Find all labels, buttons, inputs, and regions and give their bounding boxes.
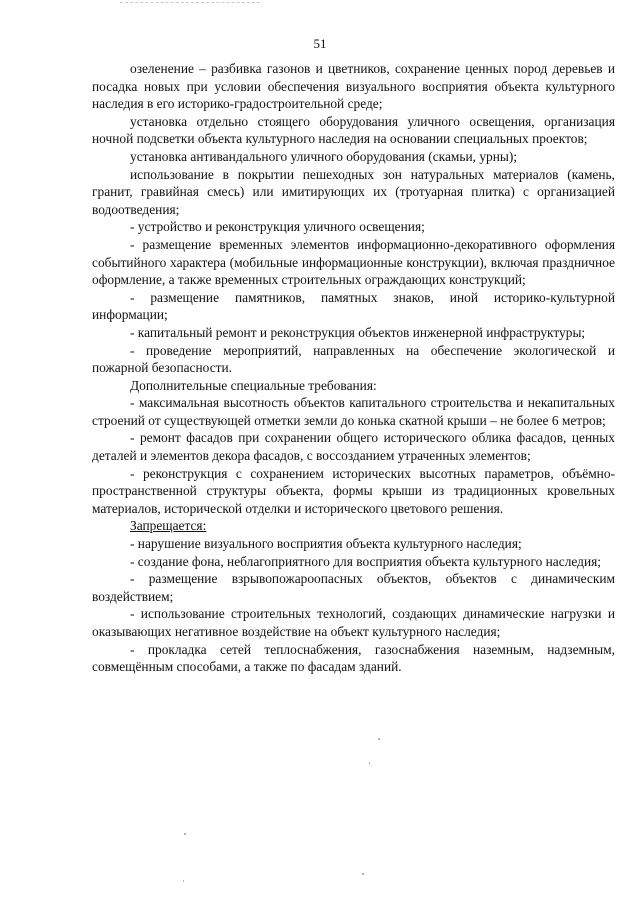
paragraph-prohibit-visual: - нарушение визуального восприятия объекта культурного наследия; <box>130 536 522 552</box>
paragraph-max-height: - максимальная высотность объектов капитального строительства и некапитальных строений от существующей отметки земли до конька скатной крыши – не более 6 метров; <box>92 395 615 428</box>
paragraph-street-lighting: - устройство и реконструкция уличного освещения; <box>130 219 425 235</box>
scan-speck <box>378 738 380 740</box>
heading-additional-requirements: Дополнительные специальные требования: <box>130 377 377 393</box>
document-body <box>92 60 615 676</box>
scan-speck <box>362 873 364 875</box>
scan-speck <box>183 880 184 882</box>
paragraph-greening: озеленение – разбивка газонов и цветников, сохранение ценных пород деревьев и посадка новых при условии обеспечения визуального восприятия объекта культурного наследия в его историко-градостроительной среде; <box>92 61 615 112</box>
paragraph-facade-repair: - ремонт фасадов при сохранении общего исторического облика фасадов, ценных деталей и элементов декора фасадов, с воссозданием утраченных элементов; <box>92 430 615 464</box>
scan-speck <box>369 762 370 764</box>
paragraph-infrastructure-repair: - капитальный ремонт и реконструкция объектов инженерной инфраструктуры; <box>130 324 586 340</box>
page-number: 51 <box>313 36 327 51</box>
paragraph-prohibit-background: - создание фона, неблагоприятного для восприятия объекта культурного наследия; <box>130 553 602 569</box>
paragraph-reconstruction: - реконструкция с сохранением исторических высотных параметров, объёмно-пространственной структуры объекта, формы крыши из традиционных кровельных материалов, исторической отделки и исторического цветового решения. <box>92 465 615 516</box>
paragraph-pedestrian-paving: использование в покрытии пешеходных зон натуральных материалов (камень, гранит, гравийная смесь) или имитирующих их (тротуарная плитка) с организацией водоотведения; <box>92 166 615 217</box>
paragraph-prohibit-construction-tech: - использование строительных технологий, создающих динамические нагрузки и оказывающих негативное воздействие на объект культурного наследия; <box>92 606 615 639</box>
heading-prohibited-wrapper <box>92 517 615 535</box>
paragraph-safety-measures: - проведение мероприятий, направленных на обеспечение экологической и пожарной безопасности. <box>92 342 615 376</box>
heading-prohibited: Запрещается: <box>130 518 207 534</box>
paragraph-monuments: - размещение памятников, памятных знаков, иной историко-культурной информации; <box>92 289 615 323</box>
paragraph-temporary-elements: - размещение временных элементов информационно-декоративного оформления событийного характера (мобильные информационные конструкции), включая праздничное оформление, а также временных строительных ограждающих конструкций; <box>92 236 615 288</box>
paragraph-lighting-equipment: установка отдельно стоящего оборудования уличного освещения, организация ночной подсветки объекта культурного наследия на основании специальных проектов; <box>92 113 615 147</box>
paragraph-prohibit-explosive: - размещение взрывопожароопасных объектов, объектов с динамическим воздействием; <box>92 571 615 604</box>
paragraph-antivandal-equipment: установка антивандального уличного оборудования (скамьи, урны); <box>130 148 518 164</box>
scan-artifact-line <box>120 2 260 4</box>
scan-speck <box>184 833 186 835</box>
paragraph-prohibit-networks: - прокладка сетей теплоснабжения, газоснабжения наземным, надземным, совмещённым способами, а также по фасадам зданий. <box>92 641 615 675</box>
